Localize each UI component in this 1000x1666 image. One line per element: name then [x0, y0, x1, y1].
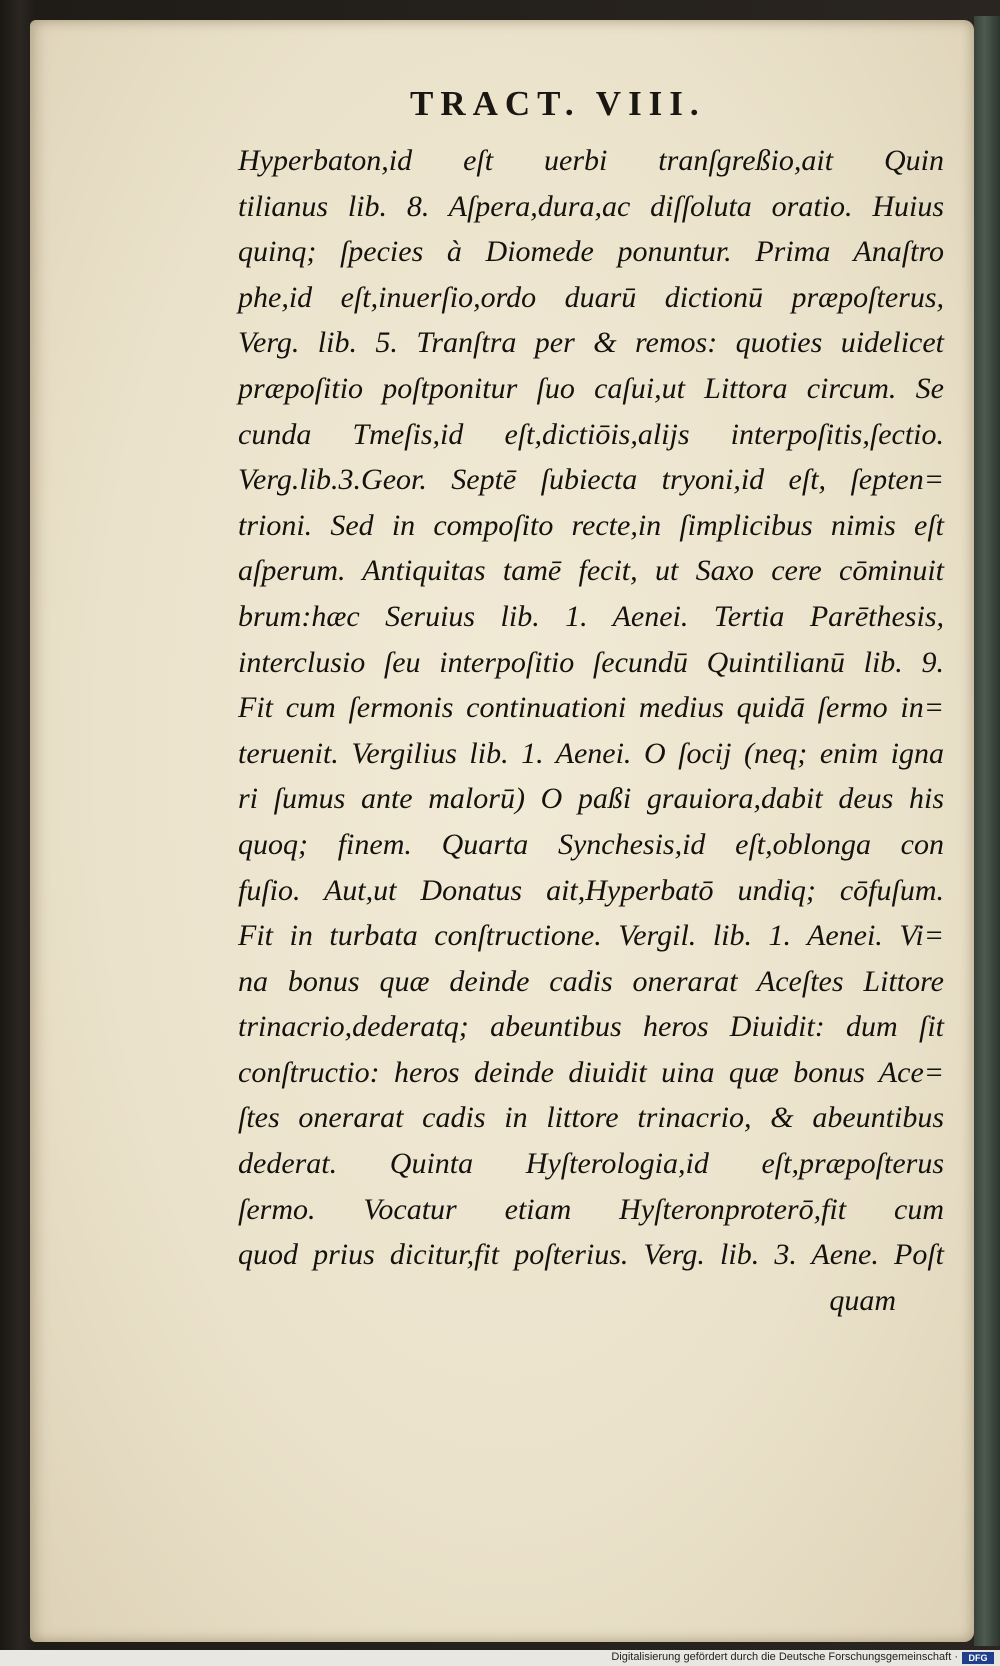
text-line: quam — [829, 1283, 896, 1317]
text-line: præpoſitio poſtponitur ſuo caſui,ut Littora circum. Se — [238, 371, 944, 405]
text-line: Hyperbaton,id eſt uerbi tranſgreßio,ait Quin — [238, 144, 944, 177]
dfg-logo: DFG — [962, 1652, 994, 1664]
text-line: phe,id eſt,inuerſio,ordo duarū dictionū præpoſterus, — [238, 280, 944, 314]
text-line: Verg.lib.3.Geor. Septē ſubiecta tryoni,id eſt, ſepten= — [238, 463, 944, 497]
text-line: Fit cum ſermonis continuationi medius quidā ſermo in= — [238, 691, 944, 725]
text-line: fuſio. Aut,ut Donatus ait,Hyperbatō undiq; cōfuſum. — [238, 873, 944, 907]
text-line: interclusio ſeu interpoſitio ſecundū Quintilianū lib. 9. — [238, 645, 944, 679]
text-line: ſermo. Vocatur etiam Hyſteronproterō,fit cum — [238, 1192, 944, 1226]
text-line: na bonus quæ deinde cadis onerarat Aceſtes Littore — [238, 964, 944, 998]
page-text — [238, 138, 944, 1323]
text-line: Verg. lib. 5. Tranſtra per & remos: quoties uidelicet — [238, 326, 944, 360]
text-line: Fit in turbata conſtructione. Vergil. lib. 1. Aenei. Vi= — [238, 919, 944, 953]
text-line: brum:hæc Seruius lib. 1. Aenei. Tertia Parēthesis, — [238, 599, 944, 633]
text-line: conſtructio: heros deinde diuidit uina quæ bonus Ace= — [238, 1055, 944, 1089]
footer-credit: Digitalisierung gefördert durch die Deutsche Forschungsgemeinschaft · — [611, 1651, 958, 1663]
text-line: cunda Tmeſis,id eſt,dictiōis,alijs interpoſitis,ſectio. — [238, 417, 944, 451]
text-line: ri ſumus ante malorū) O paßi grauiora,dabit deus his — [238, 782, 944, 816]
text-line: ſtes onerarat cadis in littore trinacrio, & abeuntibus — [238, 1101, 944, 1135]
text-line: quod prius dicitur,fit poſterius. Verg. lib. 3. Aene. Poſt — [238, 1238, 944, 1272]
book-edge — [974, 16, 1000, 1646]
text-line: trinacrio,dederatq; abeuntibus heros Diuidit: dum ſit — [238, 1010, 944, 1044]
text-line: dederat. Quinta Hyſterologia,id eſt,præpoſterus — [238, 1147, 944, 1181]
running-header: TRACT. VIII. — [410, 84, 706, 123]
text-line: tilianus lib. 8. Aſpera,dura,ac diſſoluta oratio. Huius — [238, 189, 944, 223]
text-line: aſperum. Antiquitas tamē fecit, ut Saxo cere cōminuit — [238, 554, 944, 588]
text-line: quinq; ſpecies à Diomede ponuntur. Prima Anaſtro — [238, 235, 944, 269]
text-line: quoq; finem. Quarta Synchesis,id eſt,oblonga con — [238, 827, 944, 861]
text-line: teruenit. Vergilius lib. 1. Aenei. O ſocij (neq; enim igna — [238, 736, 944, 770]
text-line: trioni. Sed in compoſito recte,in ſimplicibus nimis eſt — [238, 508, 944, 542]
